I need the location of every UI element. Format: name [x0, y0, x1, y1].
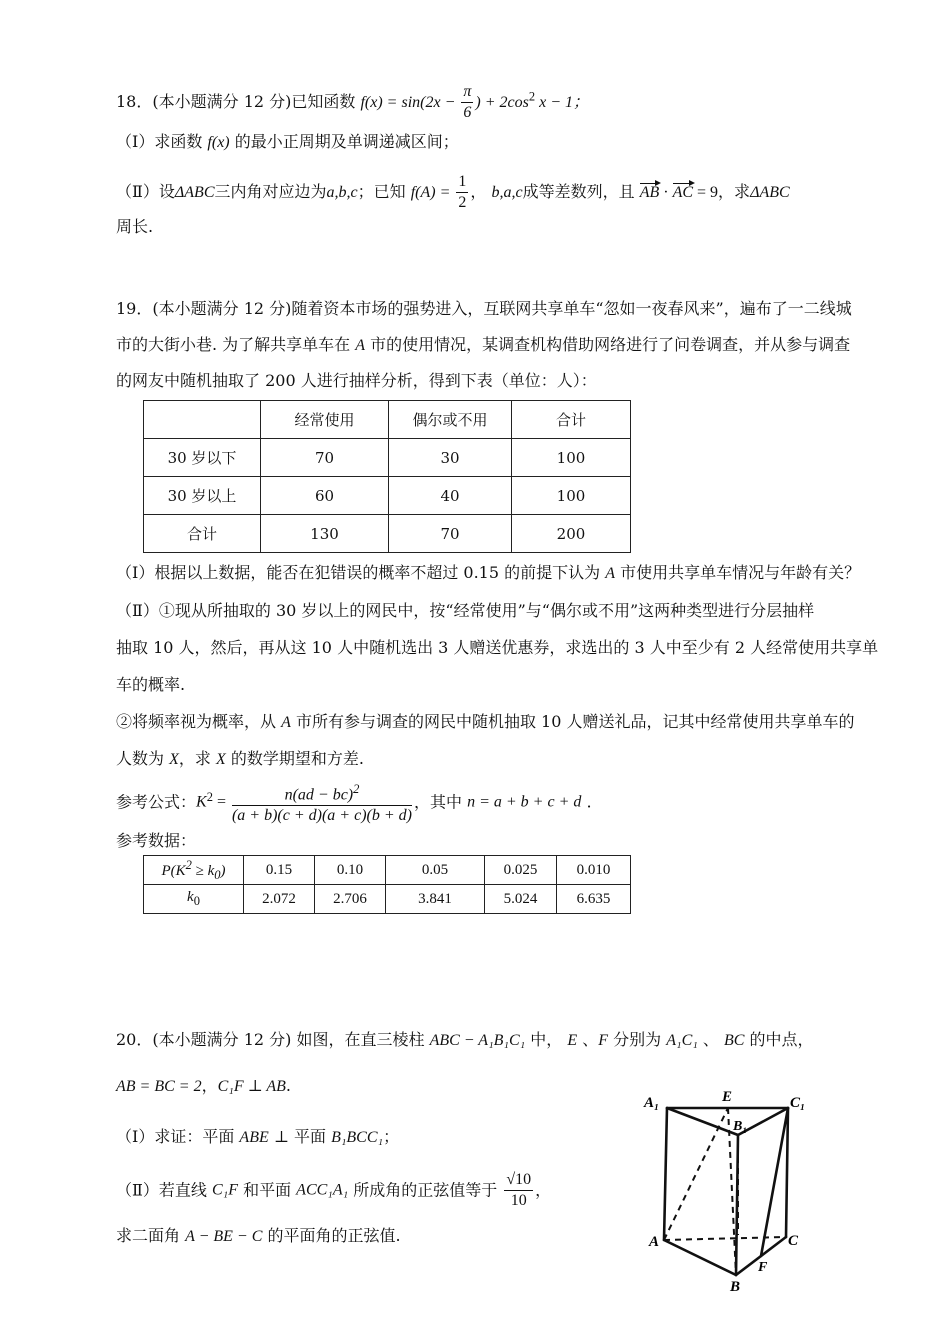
label-f: F: [758, 1260, 768, 1275]
usage-table: [143, 400, 631, 553]
dashed-a-e: [664, 1108, 728, 1240]
label-b1: B₁: [733, 1119, 748, 1134]
q20-part2: （Ⅱ）若直线 C₁F 和平面 ACC₁A₁ 所成角的正弦值等于 $\frac{√10}{10}$ ，: [116, 1171, 552, 1209]
vector-ab: AB: [639, 184, 660, 201]
label-b: B: [730, 1279, 741, 1295]
q19-line3: 的网友中随机抽取了 200 人进行抽样分析，得到下表（单位：人）：: [116, 371, 597, 390]
label-c: C: [788, 1233, 799, 1249]
critical-value-table: [143, 855, 631, 914]
reference-data-label: 参考数据：: [116, 831, 197, 850]
q19-line2: 市的大街小巷. 为了解共享单车在 A 市的使用情况，某调查机构借助网络进行了问卷调查，并从参与调查: [116, 335, 851, 354]
vector-ac: AC: [672, 184, 694, 201]
q19-line1: 19．(本小题满分 12 分)随着资本市场的强势进入，互联网共享单车“忽如一夜春风来”，遍布了一二线城: [116, 299, 852, 318]
k-squared-fraction: $\frac{n(ad - bc)^2}{(a + b)(c + d)(a + c)(b + d)}$: [232, 779, 412, 826]
q19-part1: （Ⅰ）根据以上数据，能否在犯错误的概率不超过 0.15 的前提下认为 A 市使用共享单车情况与年龄有关？: [116, 563, 861, 582]
q20-part2-cont: 求二面角 A − BE − C 的平面角的正弦值.: [116, 1226, 401, 1245]
q18-part2: （Ⅱ）设ΔABC三内角对应边为a,b,c；已知 f(A) = $\frac{1}{2}$ ， b,a,c成等差数列，且 AB · AC = 9，求ΔABC: [116, 173, 790, 211]
q19-part3-line2: 人数为 X，求 X 的数学期望和方差.: [116, 749, 364, 768]
q19-part2-line3: 车的概率.: [116, 675, 186, 694]
table-row: $k_0$ 2.072 2.706 3.841 5.024 6.635: [144, 885, 631, 914]
q20-line1: 20．(本小题满分 12 分) 如图，在直三棱柱 ABC − A₁B₁C₁ 中， E 、F 分别为 A₁C₁ 、 BC 的中点，: [116, 1030, 814, 1049]
segment-c1-f: [761, 1108, 788, 1256]
table-row: 合计 130 70 200: [144, 515, 631, 553]
label-e: E: [722, 1089, 733, 1105]
q20-line2: AB = BC = 2，C₁F ⊥ AB.: [116, 1076, 292, 1095]
q18-part1: （Ⅰ）求函数 f(x) 的最小正周期及单调递减区间；: [116, 132, 459, 151]
table-header-row: 经常使用 偶尔或不用 合计: [144, 401, 631, 439]
q18-part2-cont: 周长.: [116, 217, 154, 236]
edge-c1-c: [786, 1108, 788, 1237]
table-row: 30 岁以上 60 40 100: [144, 477, 631, 515]
label-c1: C₁: [790, 1095, 806, 1111]
q19-part2-line1: （Ⅱ）①现从所抽取的 30 岁以上的网民中，按“经常使用”与“偶尔或不用”这两种类型进行分层抽样: [116, 601, 815, 620]
probability-label: $P(K^2 \ge k_0)$: [144, 856, 244, 885]
k0-label: $k_0$: [144, 885, 244, 914]
table-row: 30 岁以下 70 30 100: [144, 439, 631, 477]
q19-part3-line1: ②将频率视为概率，从 A 市所有参与调查的网民中随机抽取 10 人赠送礼品，记其中经常使用共享单车的: [116, 712, 855, 731]
table-row: $P(K^2 \ge k_0)$ 0.15 0.10 0.05 0.025 0.010: [144, 856, 631, 885]
reference-formula: 参考公式：$K^2$ = $\frac{n(ad - bc)^2}{(a + b)(c + d)(a + c)(b + d)}$ ，其中 n = a + b + c + d .: [116, 779, 592, 826]
q20-part1: （Ⅰ）求证：平面 ABE ⊥ 平面 B₁BCC₁；: [116, 1127, 400, 1146]
sqrt10-over-10: $\frac{√10}{10}$: [506, 1171, 532, 1209]
prism-figure: [640, 1085, 820, 1295]
q18-stem: 18．(本小题满分 12 分)已知函数 f(x) = sin(2x − $\frac{\pi}{6}$ ) + $2\cos^2$ x − 1；: [116, 83, 589, 121]
label-a: A: [649, 1234, 660, 1250]
q18-function: f(x) = sin(2x −: [360, 94, 460, 111]
label-a1: A₁: [644, 1095, 660, 1111]
q19-part2-line2: 抽取 10 人，然后，再从这 10 人中随机选出 3 人赠送优惠券，求选出的 3 人中至少有 2 人经常使用共享单: [116, 638, 879, 657]
edge-a1-a: [664, 1108, 667, 1240]
q18-one-half: $\frac{1}{2}$: [458, 173, 467, 211]
q18-pi-over-6: $\frac{\pi}{6}$: [463, 83, 472, 121]
dashed-a-c: [664, 1237, 786, 1240]
edge-a-b: [664, 1240, 736, 1275]
